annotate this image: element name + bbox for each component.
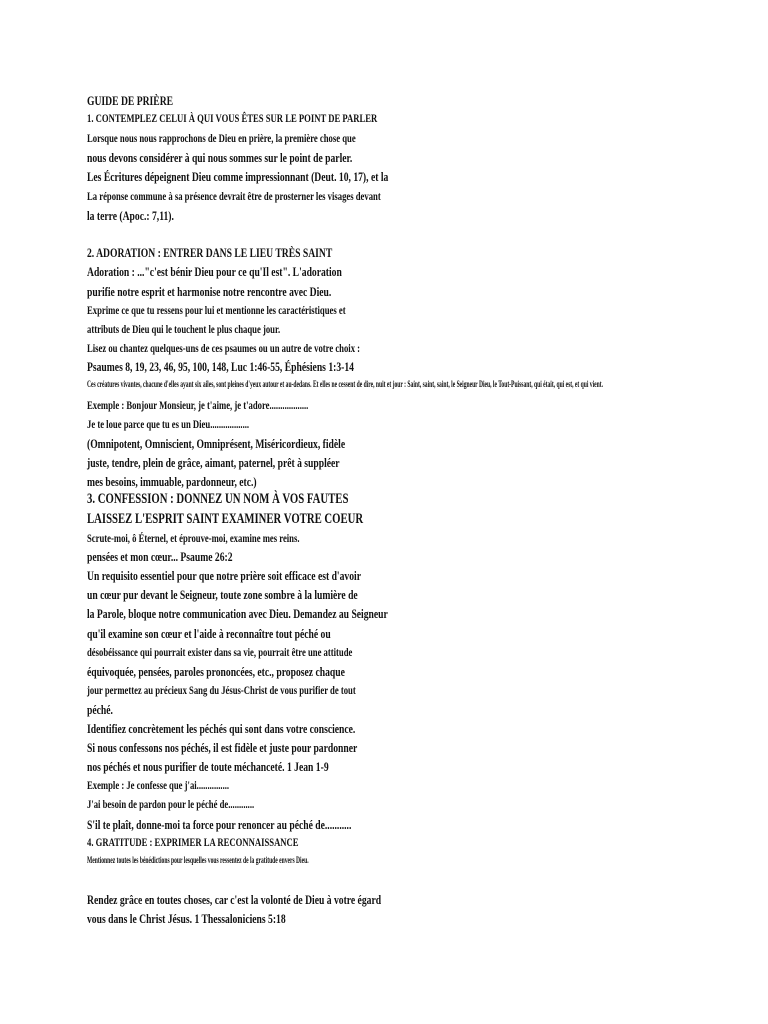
section-heading-2: 2. ADORATION : ENTRER DANS LE LIEU TRÈS SAINT	[87, 245, 333, 260]
section-heading-3: 3. CONFESSION : DONNEZ UN NOM À VOS FAUTES	[87, 491, 349, 507]
section-subheading: LAISSEZ L'ESPRIT SAINT EXAMINER VOTRE COEUR	[87, 511, 364, 527]
text-line: juste, tendre, plein de grâce, aimant, paternel, prêt à suppléer	[87, 455, 340, 470]
text-line: La réponse commune à sa présence devrait être de prosterner les visages devant	[87, 189, 381, 203]
section-heading-1: 1. CONTEMPLEZ CELUI À QUI VOUS ÊTES SUR LE POINT DE PARLER	[87, 111, 378, 125]
text-line: un cœur pur devant le Seigneur, toute zone sombre à la lumière de	[87, 587, 358, 602]
text-line: équivoquée, pensées, paroles prononcées, etc., proposez chaque	[87, 664, 345, 679]
text-line: nos péchés et nous purifier de toute méchanceté. 1 Jean 1-9	[87, 759, 329, 774]
example-line: J'ai besoin de pardon pour le péché de............	[87, 797, 255, 811]
text-line: la Parole, bloque notre communication avec Dieu. Demandez au Seigneur	[87, 606, 388, 621]
text-line: désobéissance qui pourrait exister dans sa vie, pourrait être une attitude	[87, 645, 353, 659]
text-line: pensées et mon cœur... Psaume 26:2	[87, 549, 233, 564]
example-line: Exemple : Bonjour Monsieur, je t'aime, je t'adore..................	[87, 398, 309, 412]
example-line: Exemple : Je confesse que j'ai...............	[87, 778, 230, 792]
text-line: Identifiez concrètement les péchés qui sont dans votre conscience.	[87, 721, 356, 736]
text-line: nous devons considérer à qui nous sommes sur le point de parler.	[87, 150, 353, 165]
text-line: péché.	[87, 702, 113, 717]
text-line: Lisez ou chantez quelques-uns de ces psaumes ou un autre de votre choix :	[87, 341, 361, 355]
scripture-quote: Ces créatures vivantes, chacune d'elles ayant six ailes, sont pleines d'yeux autour et au-dedans. Et elles ne cessent de dire, nuit et jour : Saint, saint, saint, le Seigneur Dieu, le Tout-Puissant, qui était, qui est, et qui vient.	[87, 379, 603, 389]
document-title: GUIDE DE PRIÈRE	[87, 93, 174, 108]
text-line: Exprime ce que tu ressens pour lui et mentionne les caractéristiques et	[87, 303, 346, 317]
text-line: Scrute-moi, ô Éternel, et éprouve-moi, examine mes reins.	[87, 531, 300, 545]
text-line: mes besoins, immuable, pardonneur, etc.)	[87, 474, 257, 489]
section-heading-4: 4. GRATITUDE : EXPRIMER LA RECONNAISSANCE	[87, 835, 299, 849]
example-line: S'il te plaît, donne-moi ta force pour renoncer au péché de...........	[87, 817, 352, 832]
example-line: Je te loue parce que tu es un Dieu..................	[87, 417, 250, 431]
text-line: jour permettez au précieux Sang du Jésus-Christ de vous purifier de tout	[87, 683, 356, 697]
text-line: Rendez grâce en toutes choses, car c'est la volonté de Dieu à votre égard	[87, 892, 382, 907]
text-line: vous dans le Christ Jésus. 1 Thessaloniciens 5:18	[87, 911, 286, 926]
text-line: Lorsque nous nous rapprochons de Dieu en prière, la première chose que	[87, 131, 356, 145]
text-line: (Omnipotent, Omniscient, Omniprésent, Miséricordieux, fidèle	[87, 436, 346, 451]
text-line: attributs de Dieu qui le touchent le plus chaque jour.	[87, 322, 281, 336]
text-line: Adoration : ..."c'est bénir Dieu pour ce qu'Il est". L'adoration	[87, 264, 342, 279]
text-line: la terre (Apoc.: 7,11).	[87, 208, 174, 223]
text-line: Si nous confessons nos péchés, il est fidèle et juste pour pardonner	[87, 740, 358, 755]
text-line: Un requisito essentiel pour que notre prière soit efficace est d'avoir	[87, 568, 361, 583]
text-line: Mentionnez toutes les bénédictions pour lesquelles vous ressentez de la gratitude envers Dieu.	[87, 855, 309, 865]
scripture-reference: Psaumes 8, 19, 23, 46, 95, 100, 148, Luc 1:46-55, Éphésiens 1:3-14	[87, 359, 354, 374]
text-line: qu'il examine son cœur et l'aide à reconnaître tout péché ou	[87, 626, 331, 641]
text-line: Les Écritures dépeignent Dieu comme impressionnant (Deut. 10, 17), et la	[87, 169, 389, 184]
text-line: purifie notre esprit et harmonise notre rencontre avec Dieu.	[87, 284, 332, 299]
